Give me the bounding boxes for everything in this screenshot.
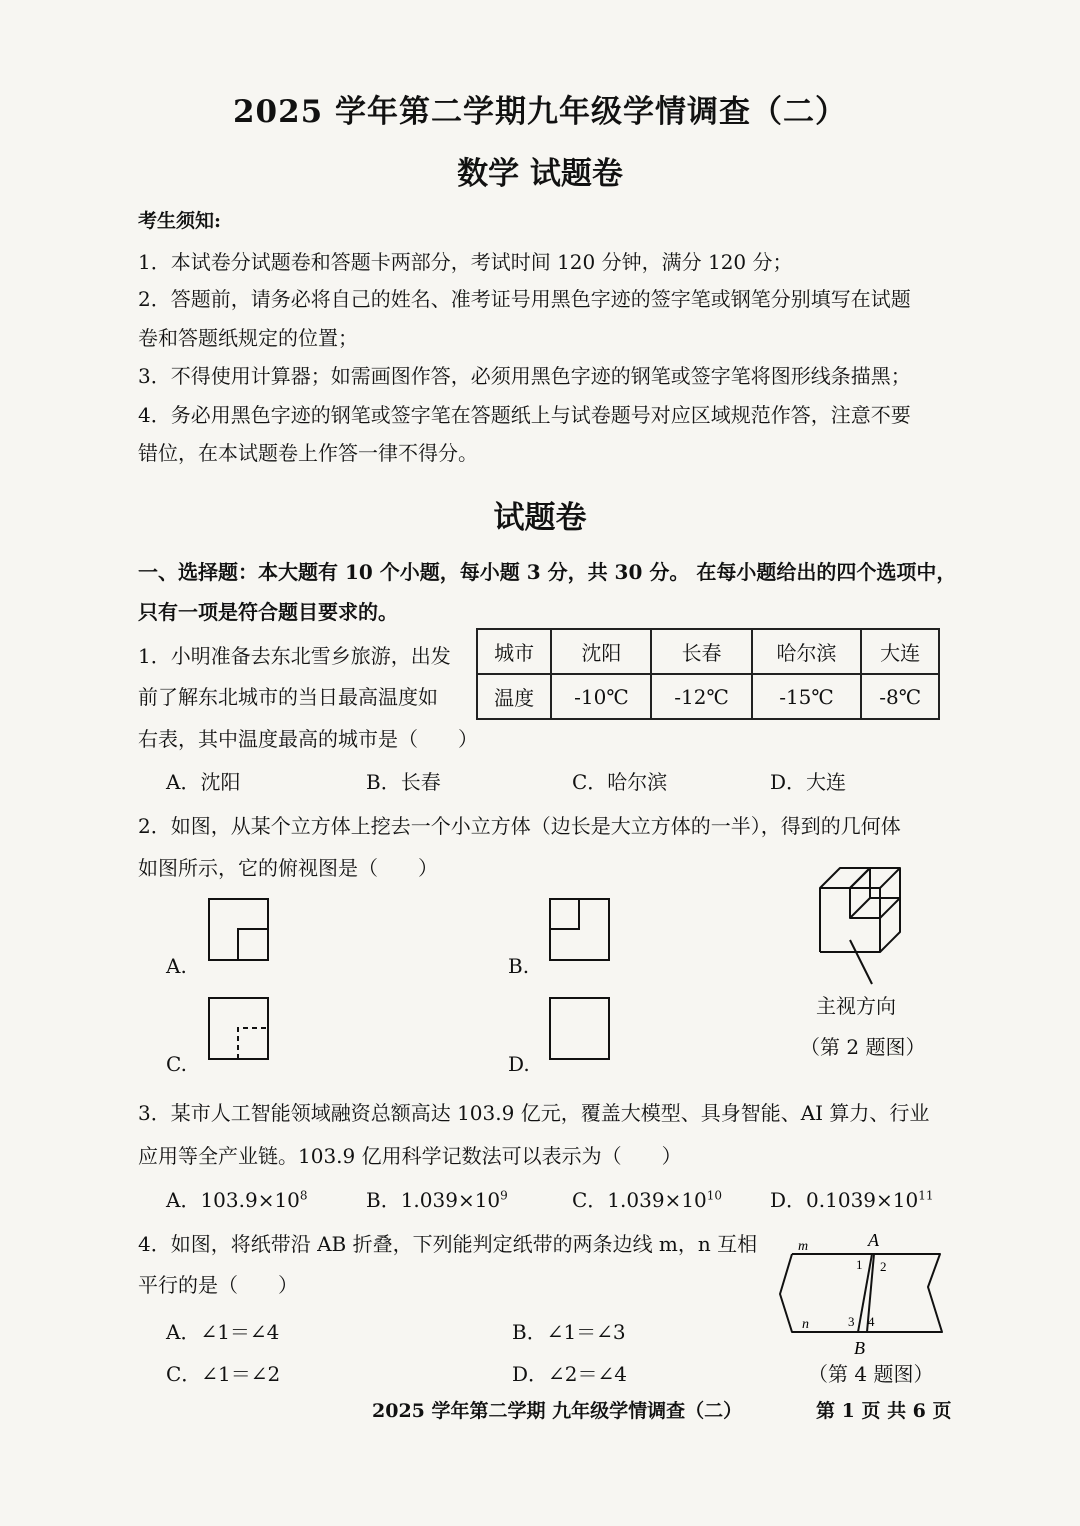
q1-option-b[interactable]: B．长春 <box>366 770 441 794</box>
q1-option-c[interactable]: C．哈尔滨 <box>572 770 668 794</box>
q1-option-d[interactable]: D．大连 <box>770 770 847 794</box>
section1-instruction: 只有一项是符合题目要求的。 <box>138 600 398 624</box>
q3-option-a[interactable] <box>166 1184 308 1213</box>
option-exponent: 8 <box>299 1188 308 1203</box>
q1-stem: 右表，其中温度最高的城市是（ ） <box>138 727 478 751</box>
notice-item: 1．本试卷分试题卷和答题卡两部分，考试时间 120 分钟，满分 120 分； <box>138 250 793 274</box>
option-exponent: 10 <box>706 1188 723 1203</box>
label-b: B <box>854 1338 865 1358</box>
q3-option-c[interactable] <box>572 1184 722 1213</box>
q3-stem: 3．某市人工智能领域融资总额高达 103.9 亿元，覆盖大模型、具身智能、AI 算力、行业 <box>138 1101 930 1125</box>
option-exponent: 11 <box>918 1188 934 1203</box>
table-cell: 温度 <box>477 674 551 719</box>
angle-1-label: 1 <box>856 1257 863 1272</box>
q2-stem: 2．如图，从某个立方体上挖去一个小立方体（边长是大立方体的一半），得到的几何体 <box>138 814 901 838</box>
table-cell: -15℃ <box>752 674 862 719</box>
label-a: A <box>868 1230 879 1250</box>
q4-stem: 4．如图，将纸带沿 AB 折叠，下列能判定纸带的两条边线 m，n 互相 <box>138 1232 758 1256</box>
q4-figure-caption: （第 4 题图） <box>808 1362 934 1386</box>
label-m: m <box>798 1239 809 1254</box>
q1-stem: 前了解东北城市的当日最高温度如 <box>138 685 438 709</box>
q2-cube-figure <box>814 862 914 992</box>
q3-stem: 应用等全产业链。103.9 亿用科学记数法可以表示为（ ） <box>138 1144 682 1168</box>
exam-subtitle: 数学 试题卷 <box>457 156 623 192</box>
table-row <box>477 674 939 719</box>
footer-exam-name: 2025 学年第二学期 九年级学情调查（二） <box>372 1400 743 1422</box>
notice-heading: 考生须知: <box>138 210 222 232</box>
q2-option-a-figure <box>208 898 270 962</box>
q2-figure-caption: （第 2 题图） <box>800 1035 926 1059</box>
table-cell: 大连 <box>861 629 939 674</box>
q3-option-d[interactable] <box>770 1184 934 1213</box>
table-row <box>477 629 939 674</box>
q4-option-b[interactable]: B．∠1＝∠3 <box>512 1320 626 1344</box>
table-cell: -10℃ <box>551 674 651 719</box>
option-text: D．0.1039×10 <box>770 1188 919 1212</box>
angle-2-label: 2 <box>880 1259 887 1274</box>
table-cell: -12℃ <box>651 674 751 719</box>
q2-option-b-figure <box>549 898 611 962</box>
exam-title: 2025 学年第二学期九年级学情调查（二） <box>232 94 848 130</box>
section1-instruction: 一、选择题：本大题有 10 个小题，每小题 3 分，共 30 分。 在每小题给出的四个选项中， <box>138 560 957 584</box>
footer-page-number: 第 1 页 共 6 页 <box>816 1400 952 1422</box>
notice-item: 4．务必用黑色字迹的钢笔或签字笔在答题纸上与试卷题号对应区域规范作答，注意不要 <box>138 403 911 427</box>
notice-item: 2．答题前，请务必将自己的姓名、准考证号用黑色字迹的签字笔或钢笔分别填写在试题 <box>138 287 911 311</box>
angle-4-label: 4 <box>868 1314 875 1329</box>
notice-item: 错位，在本试题卷上作答一律不得分。 <box>138 441 478 465</box>
q4-option-c[interactable]: C．∠1＝∠2 <box>166 1362 281 1386</box>
table-cell: -8℃ <box>861 674 939 719</box>
label-n: n <box>802 1317 809 1332</box>
q2-view-direction-label: 主视方向 <box>816 994 896 1018</box>
q1-stem: 1．小明准备去东北雪乡旅游，出发 <box>138 644 451 668</box>
q3-option-b[interactable] <box>366 1184 508 1213</box>
temperature-table <box>476 628 940 720</box>
option-text: A．103.9×10 <box>166 1188 300 1212</box>
option-exponent: 9 <box>500 1188 508 1203</box>
q2-option-d-figure <box>549 997 611 1061</box>
q2-option-c[interactable]: C. <box>166 1052 187 1076</box>
angle-3-label: 3 <box>848 1314 855 1329</box>
table-cell: 长春 <box>651 629 751 674</box>
option-text: C．1.039×10 <box>572 1188 707 1212</box>
option-text: B．1.039×10 <box>366 1188 501 1212</box>
section-title: 试题卷 <box>493 500 587 536</box>
notice-item: 3．不得使用计算器；如需画图作答，必须用黑色字迹的钢笔或签字笔将图形线条描黑； <box>138 364 911 388</box>
table-cell: 沈阳 <box>551 629 651 674</box>
q2-option-c-figure <box>208 997 270 1061</box>
q2-option-d[interactable]: D. <box>508 1052 530 1076</box>
q4-option-d[interactable]: D．∠2＝∠4 <box>512 1362 627 1386</box>
table-cell: 城市 <box>477 629 551 674</box>
q1-option-a[interactable]: A．沈阳 <box>166 770 241 794</box>
q4-paper-strip-figure <box>780 1232 950 1362</box>
q2-option-b[interactable]: B. <box>508 954 530 978</box>
table-cell: 哈尔滨 <box>752 629 862 674</box>
q2-stem: 如图所示，它的俯视图是（ ） <box>138 856 438 880</box>
q4-option-a[interactable]: A．∠1＝∠4 <box>166 1320 280 1344</box>
notice-item: 卷和答题纸规定的位置； <box>138 326 358 350</box>
q2-option-a[interactable]: A. <box>166 954 187 978</box>
q4-stem: 平行的是（ ） <box>138 1273 298 1297</box>
